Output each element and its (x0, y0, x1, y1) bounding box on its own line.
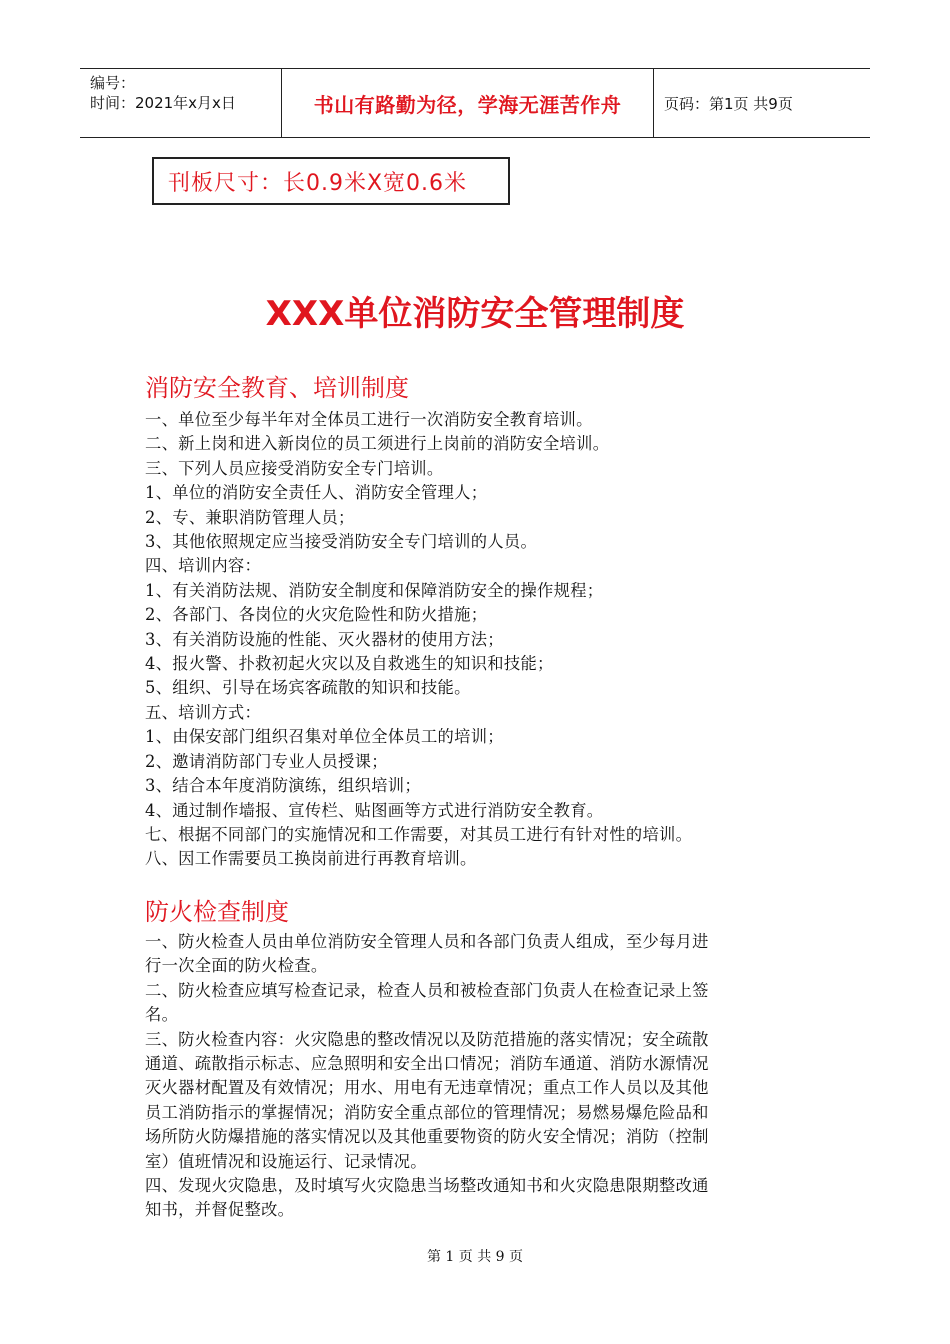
list-item: 1、单位的消防安全责任人、消防安全管理人； (145, 483, 488, 503)
inspection-list (145, 930, 810, 1223)
list-item: 员工消防指示的掌握情况；消防安全重点部位的管理情况；易燃易爆危险品和 (145, 1102, 709, 1122)
list-item: 名。 (145, 1005, 179, 1025)
list-item: 一、单位至少每半年对全体员工进行一次消防安全教育培训。 (145, 410, 593, 429)
list-item: 四、培训内容： (145, 556, 262, 576)
training-list (145, 408, 810, 872)
list-item: 四、发现火灾隐患，及时填写火灾隐患当场整改通知书和火灾隐患限期整改通 (145, 1176, 709, 1196)
time-label: 时间：2021年x月x日 (90, 94, 236, 112)
list-item: 3、有关消防设施的性能、灭火器材的使用方法； (145, 629, 504, 649)
list-item: 灭火器材配置及有效情况；用水、用电有无违章情况；重点工作人员以及其他 (145, 1078, 709, 1098)
list-item: 二、新上岗和进入新岗位的员工须进行上岗前的消防安全培训。 (145, 434, 610, 454)
list-item: 2、专、兼职消防管理人员； (145, 507, 355, 527)
list-item: 2、邀请消防部门专业人员授课； (145, 751, 388, 771)
header-meta-cell (80, 69, 282, 137)
list-item: 场所防火防爆措施的落实情况以及其他重要物资的防火安全情况；消防（控制 (145, 1127, 709, 1147)
list-item: 1、由保安部门组织召集对单位全体员工的培训； (145, 727, 504, 747)
section-heading-training: 消防安全教育、培训制度 (145, 374, 409, 402)
list-item: 4、通过制作墙报、宣传栏、贴图画等方式进行消防安全教育。 (145, 800, 604, 820)
list-item: 行一次全面的防火检查。 (145, 956, 328, 976)
page-footer: 第 1 页 共 9 页 (426, 1249, 524, 1265)
page-header (80, 68, 870, 138)
number-label: 编号： (90, 74, 136, 92)
list-item: 三、下列人员应接受消防安全专门培训。 (145, 458, 444, 478)
section-heading-inspection: 防火检查制度 (145, 898, 289, 926)
list-item: 1、有关消防法规、消防安全制度和保障消防安全的操作规程； (145, 580, 604, 600)
list-item: 通道、疏散指示标志、应急照明和安全出口情况；消防车通道、消防水源情况 (145, 1054, 709, 1074)
list-item: 2、各部门、各岗位的火灾危险性和防火措施； (145, 605, 488, 625)
list-item: 3、其他依照规定应当接受消防安全专门培训的人员。 (145, 532, 538, 552)
list-item: 五、培训方式： (145, 702, 262, 722)
size-note-box: 刊板尺寸：长0.9米X宽0.6米 (152, 157, 510, 205)
list-item: 5、组织、引导在场宾客疏散的知识和技能。 (145, 678, 471, 698)
list-item: 室）值班情况和设施运行、记录情况。 (145, 1151, 427, 1171)
list-item: 3、结合本年度消防演练，组织培训； (145, 776, 421, 796)
list-item: 一、防火检查人员由单位消防安全管理人员和各部门负责人组成，至少每月进 (145, 932, 709, 951)
page-info: 页码：第1页 共9页 (664, 94, 793, 113)
list-item: 二、防火检查应填写检查记录，检查人员和被检查部门负责人在检查记录上签 (145, 980, 709, 1000)
motto: 书山有路勤为径，学海无涯苦作舟 (282, 69, 654, 137)
list-item: 4、报火警、扑救初起火灾以及自救逃生的知识和技能； (145, 654, 554, 674)
list-item: 三、防火检查内容：火灾隐患的整改情况以及防范措施的落实情况；安全疏散 (145, 1029, 709, 1049)
document-title: XXX单位消防安全管理制度 (265, 294, 685, 334)
list-item: 七、根据不同部门的实施情况和工作需要，对其员工进行有针对性的培训。 (145, 824, 693, 844)
list-item: 八、因工作需要员工换岗前进行再教育培训。 (145, 849, 477, 869)
list-item: 知书，并督促整改。 (145, 1200, 295, 1220)
